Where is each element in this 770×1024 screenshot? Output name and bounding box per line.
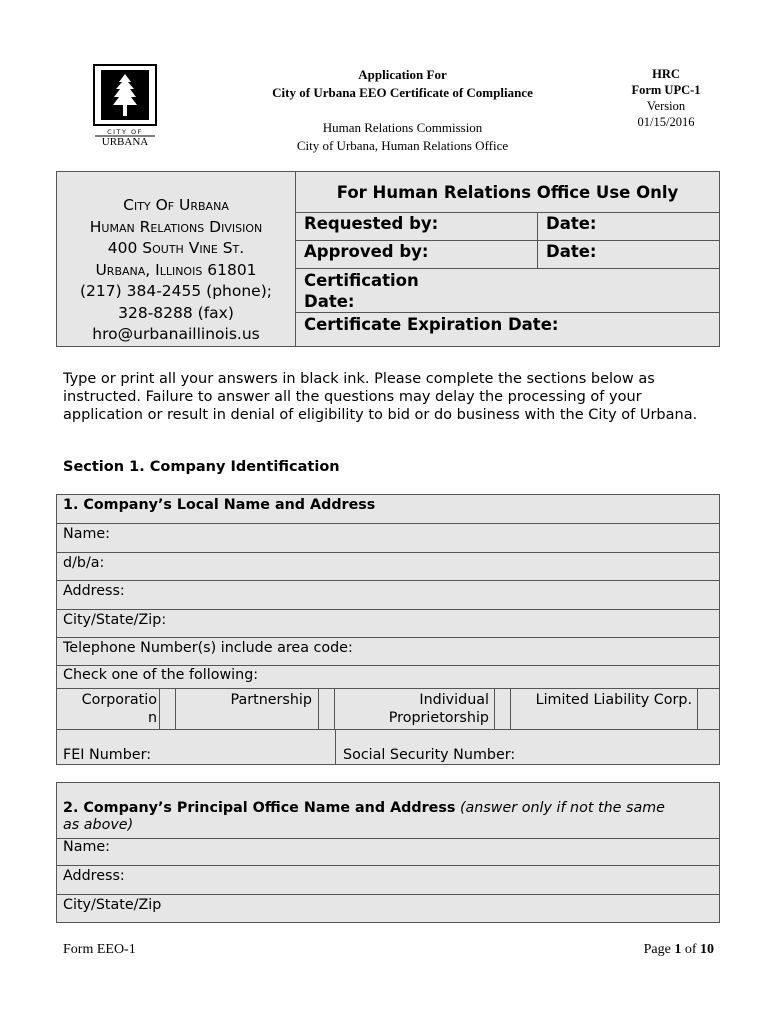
certification-date-word: Date: bbox=[304, 292, 355, 311]
local-city-field[interactable] bbox=[57, 610, 719, 638]
version-date: 01/15/2016 bbox=[637, 115, 695, 129]
document-header bbox=[230, 66, 575, 155]
local-name-label: Name: bbox=[63, 526, 110, 542]
phone-field[interactable] bbox=[57, 638, 719, 666]
expiration-row bbox=[296, 313, 719, 346]
individual-label bbox=[339, 691, 489, 727]
principal-city-field[interactable] bbox=[57, 895, 719, 923]
ssn-label[interactable]: Social Security Number: bbox=[343, 747, 516, 763]
partnership-label: Partnership bbox=[230, 692, 312, 708]
fei-ssn-row bbox=[57, 729, 719, 765]
form-org: HRC bbox=[652, 67, 680, 81]
table2-heading-row bbox=[57, 783, 719, 838]
svg-text:URBANA: URBANA bbox=[101, 136, 149, 146]
subtitle-line-2: City of Urbana, Human Relations Office bbox=[296, 138, 509, 153]
requested-date-label: Date: bbox=[546, 214, 597, 233]
local-address-label: Address: bbox=[63, 583, 125, 599]
table1-heading: 1. Company’s Local Name and Address bbox=[63, 497, 376, 513]
office-address bbox=[57, 172, 296, 346]
section-1-title: Section 1. Company Identification bbox=[63, 459, 340, 475]
city-of-urbana-logo bbox=[93, 64, 157, 146]
company-local-table bbox=[56, 494, 720, 765]
principal-address-label: Address: bbox=[63, 868, 125, 884]
address-line-3: 400 South Vine St. bbox=[107, 239, 245, 257]
total-pages: 10 bbox=[700, 942, 714, 957]
certification-date-label bbox=[304, 270, 419, 312]
corporation-word-2: n bbox=[147, 710, 157, 726]
requested-row bbox=[296, 213, 719, 241]
dba-label: d/b/a: bbox=[63, 555, 105, 571]
office-use-heading-row bbox=[296, 172, 719, 213]
fei-label[interactable]: FEI Number: bbox=[63, 747, 152, 763]
local-name-field[interactable] bbox=[57, 524, 719, 553]
table2-heading-note-1: (answer only if not the same bbox=[459, 800, 665, 816]
address-line-2: Human Relations Division bbox=[89, 217, 263, 236]
footer-form-id: Form EEO-1 bbox=[63, 942, 136, 957]
certification-word: Certification bbox=[304, 271, 419, 290]
corporation-checkbox[interactable] bbox=[159, 689, 176, 729]
page-number bbox=[600, 942, 714, 958]
title-line-2: City of Urbana EEO Certificate of Compliance bbox=[272, 85, 533, 100]
address-line-1: City Of Urbana bbox=[123, 196, 229, 214]
corporation-label bbox=[61, 691, 157, 727]
address-line-4: Urbana, Illinois 61801 bbox=[95, 260, 257, 279]
principal-office-table bbox=[56, 782, 720, 923]
current-page: 1 bbox=[674, 942, 682, 957]
page-of: of bbox=[681, 942, 700, 957]
local-city-label: City/State/Zip: bbox=[63, 612, 167, 628]
certification-date-row bbox=[296, 269, 719, 313]
individual-checkbox[interactable] bbox=[494, 689, 511, 729]
llc-label: Limited Liability Corp. bbox=[535, 692, 692, 708]
entity-type-row bbox=[57, 688, 719, 729]
principal-name-field[interactable] bbox=[57, 838, 719, 866]
expiration-date-label: Certificate Expiration Date: bbox=[304, 315, 559, 334]
phone-label: Telephone Number(s) include area code: bbox=[63, 640, 353, 656]
office-email[interactable]: hro@urbanaillinois.us bbox=[92, 325, 260, 343]
principal-city-label: City/State/Zip bbox=[63, 897, 162, 913]
individual-word-2: Proprietorship bbox=[388, 710, 489, 726]
table2-heading-bold: 2. Company’s Principal Office Name and Address bbox=[63, 800, 456, 816]
subtitle-line-1: Human Relations Commission bbox=[322, 120, 483, 135]
partnership-checkbox[interactable] bbox=[318, 689, 335, 729]
address-line-6: 328-8288 (fax) bbox=[118, 303, 234, 322]
table1-heading-row bbox=[57, 495, 719, 524]
llc-checkbox[interactable] bbox=[697, 689, 721, 729]
local-address-field[interactable] bbox=[57, 581, 719, 610]
page-prefix: Page bbox=[643, 942, 675, 957]
check-one-label: Check one of the following: bbox=[63, 667, 259, 683]
corporation-word-1: Corporatio bbox=[81, 692, 157, 708]
version-label: Version bbox=[646, 99, 686, 113]
principal-name-label: Name: bbox=[63, 839, 110, 855]
office-use-fields bbox=[296, 172, 719, 346]
office-use-heading: For Human Relations Office Use Only bbox=[336, 183, 679, 202]
title-line-1: Application For bbox=[358, 67, 447, 82]
approved-date-label: Date: bbox=[546, 242, 597, 261]
table2-heading-note-2: as above) bbox=[63, 817, 134, 833]
approved-by-label: Approved by: bbox=[304, 242, 429, 261]
form-id-block bbox=[610, 66, 722, 130]
table2-heading bbox=[63, 800, 713, 834]
check-one-row bbox=[57, 666, 719, 688]
principal-address-field[interactable] bbox=[57, 866, 719, 895]
requested-by-label: Requested by: bbox=[304, 214, 439, 233]
office-use-box bbox=[56, 171, 720, 347]
svg-text:CITY OF: CITY OF bbox=[107, 128, 143, 136]
approved-row bbox=[296, 241, 719, 269]
instructions-paragraph: Type or print all your answers in black ink. Please complete the sections below as instructed. Failure to answer all the questions may delay the processing of your application or result in denial of eligibility to bid or do business with the City of Urbana. bbox=[63, 371, 698, 423]
form-number: Form UPC-1 bbox=[631, 83, 701, 97]
address-line-5: (217) 384-2455 (phone); bbox=[80, 282, 272, 300]
individual-word-1: Individual bbox=[419, 692, 489, 708]
dba-field[interactable] bbox=[57, 553, 719, 581]
